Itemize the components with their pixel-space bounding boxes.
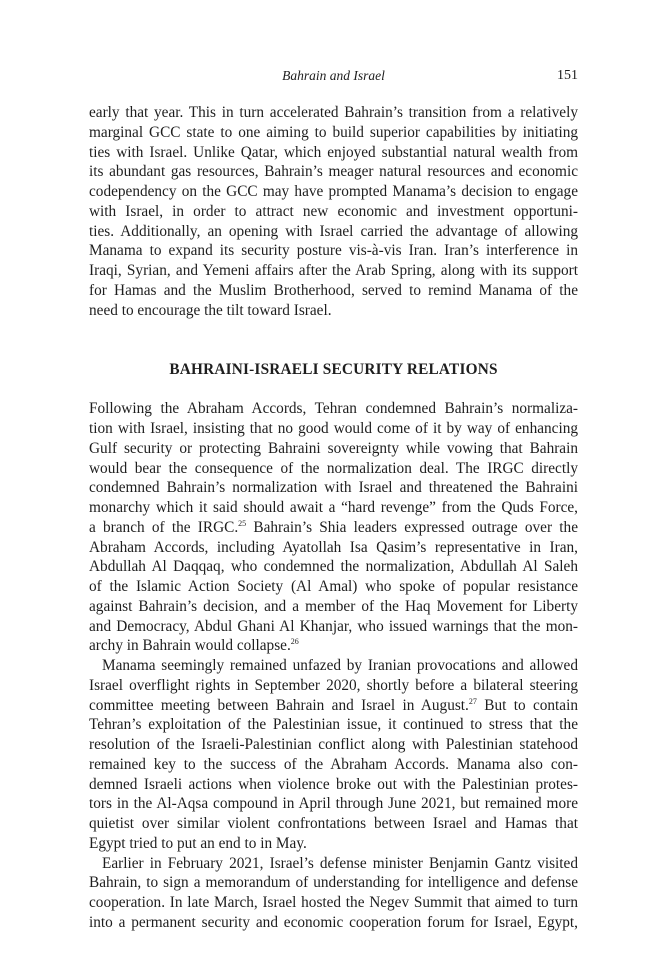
paragraph-4 [89, 854, 578, 933]
text-line: Manama to expand its security posture vis-à-vis Iran. Iran’s interference in [89, 242, 578, 260]
text-line: Bahrain, to sign a memorandum of understanding for intelligence and defense [89, 874, 578, 892]
text-line: Abraham Accords, including Ayatollah Isa Qasim’s representative in Iran, [89, 538, 578, 556]
text-line: against Bahrain’s decision, and a member of the Haq Movement for Liberty [89, 597, 578, 615]
section-heading: BAHRAINI-ISRAELI SECURITY RELATIONS [169, 360, 498, 378]
text-line: Egypt tried to put an end to in May. [89, 834, 307, 852]
paragraph-3 [89, 656, 578, 854]
paragraph-1 [89, 103, 578, 320]
text-line: tion with Israel, insisting that no good would come of it by way of enhancing [89, 420, 578, 437]
text-line: quietist over similar violent confrontations between Israel and Hamas that [89, 815, 578, 832]
text-line: ties. Additionally, an opening with Israel carried the advantage of allowing [89, 222, 578, 240]
text-line: resolution of the Israeli-Palestinian conflict along with Palestinian statehood [89, 736, 578, 753]
text-line: Earlier in February 2021, Israel’s defense minister Benjamin Gantz visited [102, 854, 578, 872]
footnote-ref-26[interactable]: 26 [290, 637, 299, 647]
text-line [89, 636, 578, 656]
text-line: ties with Israel. Unlike Qatar, which enjoyed substantial natural wealth from [89, 143, 578, 161]
text-segment: Bahrain’s Shia leaders expressed outrage over the [246, 518, 578, 536]
text-line: would bear the consequence of the normalization deal. The IRGC directly [89, 459, 578, 477]
text-segment: But to contain [476, 696, 578, 714]
text-line: condemned Bahrain’s normalization with Israel and threatened the Bahraini [89, 479, 578, 497]
text-line [89, 696, 578, 716]
text-line [89, 518, 578, 538]
text-line: codependency on the GCC may have prompted Manama’s decision to engage [89, 183, 578, 200]
paragraph-2 [89, 399, 578, 656]
text-line: need to encourage the tilt toward Israel. [89, 301, 332, 319]
footnote-ref-27[interactable]: 27 [468, 696, 477, 706]
text-line: of the Islamic Action Society (Al Amal) who spoke of popular resistance [89, 578, 578, 595]
body-text [89, 103, 578, 933]
text-line: monarchy which it said should await a “hard revenge” from the Quds Force, [89, 499, 578, 516]
text-line: Following the Abraham Accords, Tehran condemned Bahrain’s normaliza- [89, 400, 578, 418]
text-line: its abundant gas resources, Bahrain’s meager natural resources and economic [89, 163, 578, 181]
text-line: marginal GCC state to one aiming to build superior capabilities by initiating [89, 123, 578, 141]
text-line: Tehran’s exploitation of the Palestinian issue, it continued to stress that the [89, 716, 578, 734]
text-line: cooperation. In late March, Israel hosted the Negev Summit that aimed to turn [89, 894, 578, 911]
text-line: Abdullah Al Daqqaq, who condemned the normalization, Abdullah Al Saleh [89, 558, 578, 576]
running-title: Bahrain and Israel [282, 68, 385, 83]
text-line: tors in the Al-Aqsa compound in April through June 2021, but remained more [89, 795, 578, 813]
text-line: into a permanent security and economic cooperation forum for Israel, Egypt, [89, 913, 578, 931]
text-line: remained key to the success of the Abraham Accords. Manama also con- [89, 755, 578, 773]
text-line: Gulf security or protecting Bahraini sovereignty while vowing that Bahrain [89, 439, 578, 457]
text-line: with Israel, in order to attract new economic and investment opportuni- [89, 202, 578, 220]
text-line: Israel overflight rights in September 2020, shortly before a bilateral steering [89, 676, 578, 694]
text-line: and Democracy, Abdul Ghani Al Khanjar, who issued warnings that the mon- [89, 617, 578, 635]
footnote-ref-25[interactable]: 25 [238, 518, 247, 528]
text-line: Manama seemingly remained unfazed by Iranian provocations and allowed [102, 657, 578, 674]
text-line: early that year. This in turn accelerated Bahrain’s transition from a relatively [89, 104, 578, 121]
text-segment: archy in Bahrain would collapse. [89, 637, 291, 655]
page-number: 151 [557, 68, 578, 83]
text-line: for Hamas and the Muslim Brotherhood, served to remind Manama of the [89, 281, 578, 299]
running-header [89, 66, 578, 86]
text-segment: a branch of the IRGC. [89, 518, 239, 536]
text-line: Iraqi, Syrian, and Yemeni affairs after the Arab Spring, along with its support [89, 262, 578, 279]
text-line: demned Israeli actions when violence broke out with the Palestinian protes- [89, 775, 578, 793]
text-segment: committee meeting between Bahrain and Israel in August. [89, 696, 469, 714]
